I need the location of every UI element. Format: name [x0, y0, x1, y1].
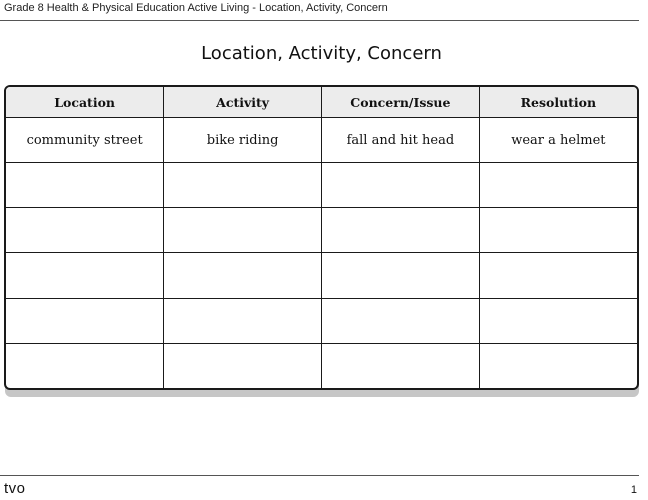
table-cell-resolution: wear a helmet [479, 118, 637, 163]
table-cell-concern: fall and hit head [322, 118, 480, 163]
tvo-logo: tvo [4, 480, 26, 497]
table-cell-resolution[interactable] [479, 298, 637, 343]
document-header-title: Grade 8 Health & Physical Education Active Living - Location, Activity, Concern [4, 2, 388, 14]
table-cell-resolution[interactable] [479, 253, 637, 298]
table-row [6, 343, 637, 388]
table-cell-concern[interactable] [322, 343, 480, 388]
table-row [6, 298, 637, 343]
column-header-concern-issue: Concern/Issue [322, 87, 480, 118]
table-cell-activity[interactable] [164, 253, 322, 298]
table-cell-location[interactable] [6, 208, 164, 253]
table-cell-concern[interactable] [322, 208, 480, 253]
table-cell-activity[interactable] [164, 208, 322, 253]
table-cell-resolution[interactable] [479, 208, 637, 253]
table-cell-location[interactable] [6, 163, 164, 208]
table-cell-activity: bike riding [164, 118, 322, 163]
table-row [6, 118, 637, 163]
table-cell-location: community street [6, 118, 164, 163]
table-cell-concern[interactable] [322, 253, 480, 298]
location-activity-concern-table [6, 87, 637, 388]
table-cell-location[interactable] [6, 298, 164, 343]
column-header-resolution: Resolution [479, 87, 637, 118]
table-row [6, 253, 637, 298]
table-cell-concern[interactable] [322, 298, 480, 343]
table-row [6, 208, 637, 253]
table-cell-concern[interactable] [322, 163, 480, 208]
table-cell-activity[interactable] [164, 343, 322, 388]
worksheet-table [4, 85, 639, 390]
column-header-location: Location [6, 87, 164, 118]
table-cell-resolution[interactable] [479, 343, 637, 388]
table-header-row [6, 87, 637, 118]
table-cell-activity[interactable] [164, 163, 322, 208]
table-cell-location[interactable] [6, 343, 164, 388]
footer-divider [0, 475, 639, 476]
page-title: Location, Activity, Concern [201, 43, 442, 64]
table-cell-location[interactable] [6, 253, 164, 298]
table-cell-resolution[interactable] [479, 163, 637, 208]
table-cell-activity[interactable] [164, 298, 322, 343]
column-header-activity: Activity [164, 87, 322, 118]
table-row [6, 163, 637, 208]
page-number: 1 [630, 484, 637, 496]
header-divider [0, 20, 639, 21]
